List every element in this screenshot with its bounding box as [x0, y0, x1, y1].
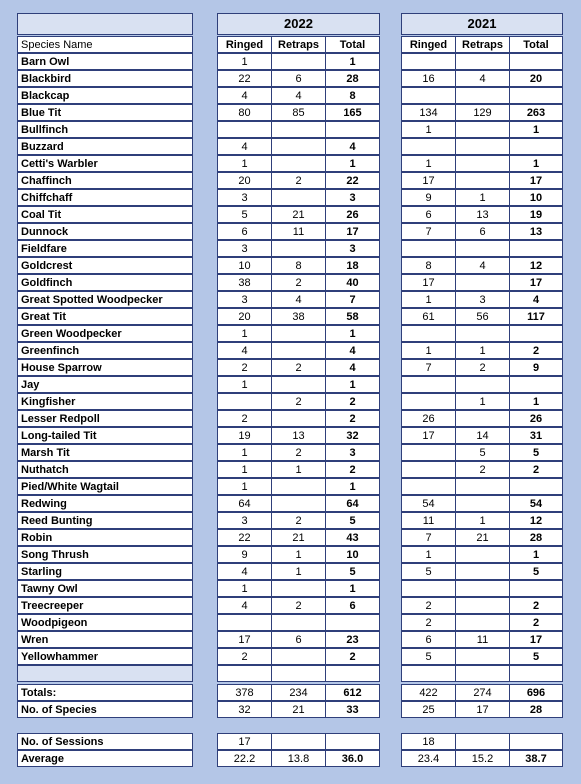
- ringed-2021-cell: 54: [401, 495, 456, 512]
- species-name-cell: Pied/White Wagtail: [17, 478, 193, 495]
- species-name-cell: No. of Species: [17, 701, 193, 718]
- retraps-2021-cell: 274: [455, 684, 510, 701]
- total-2022-cell: 33: [325, 701, 380, 718]
- ringed-2022-cell: 19: [217, 427, 272, 444]
- ringed-2021-cell: 7: [401, 359, 456, 376]
- retraps-2022-cell: 2: [271, 393, 326, 410]
- retraps-2022-cell: 2: [271, 172, 326, 189]
- total-2021-cell: 2: [509, 461, 563, 478]
- total-2021-cell: 17: [509, 274, 563, 291]
- retraps-2021-cell: 6: [455, 223, 510, 240]
- total-2021-cell: [509, 53, 563, 70]
- total-2022-cell: 17: [325, 223, 380, 240]
- ringed-2022-cell: 22.2: [217, 750, 272, 767]
- species-name-cell: Song Thrush: [17, 546, 193, 563]
- ringed-2021-cell: 25: [401, 701, 456, 718]
- ringed-2022-cell: [217, 121, 272, 138]
- ringed-2022-cell: 6: [217, 223, 272, 240]
- total-2021-cell: 5: [509, 563, 563, 580]
- spacer-cell: [17, 665, 193, 682]
- spacer-cell: [509, 665, 563, 682]
- ringed-2021-header: Ringed: [401, 36, 456, 53]
- ringed-2022-cell: 4: [217, 138, 272, 155]
- retraps-2022-cell: 21: [271, 206, 326, 223]
- total-2021-cell: 10: [509, 189, 563, 206]
- species-name-cell: Dunnock: [17, 223, 193, 240]
- retraps-2022-cell: 4: [271, 87, 326, 104]
- species-name-cell: Coal Tit: [17, 206, 193, 223]
- species-name-cell: Goldcrest: [17, 257, 193, 274]
- ringed-2022-cell: 32: [217, 701, 272, 718]
- total-2021-cell: 5: [509, 648, 563, 665]
- ringed-2021-cell: 17: [401, 274, 456, 291]
- species-name-cell: Average: [17, 750, 193, 767]
- ringed-2021-cell: [401, 240, 456, 257]
- ringed-2021-cell: 23.4: [401, 750, 456, 767]
- ringed-2021-cell: [401, 478, 456, 495]
- ringed-2021-cell: 61: [401, 308, 456, 325]
- species-name-cell: No. of Sessions: [17, 733, 193, 750]
- total-2022-cell: 1: [325, 155, 380, 172]
- retraps-2021-cell: [455, 495, 510, 512]
- ringed-2021-cell: 17: [401, 172, 456, 189]
- species-name-cell: Marsh Tit: [17, 444, 193, 461]
- spacer-cell: [271, 665, 326, 682]
- total-2022-cell: 2: [325, 648, 380, 665]
- species-name-cell: Wren: [17, 631, 193, 648]
- species-name-cell: Long-tailed Tit: [17, 427, 193, 444]
- retraps-2022-cell: [271, 342, 326, 359]
- ringed-2022-header: Ringed: [217, 36, 272, 53]
- total-2022-cell: 2: [325, 393, 380, 410]
- total-2021-cell: [509, 138, 563, 155]
- retraps-2022-cell: 6: [271, 70, 326, 87]
- total-2022-cell: 1: [325, 53, 380, 70]
- retraps-2021-cell: [455, 53, 510, 70]
- total-2022-cell: 1: [325, 478, 380, 495]
- retraps-2022-cell: 1: [271, 461, 326, 478]
- ringed-2021-cell: 5: [401, 563, 456, 580]
- total-2021-cell: 1: [509, 155, 563, 172]
- ringed-2021-cell: 18: [401, 733, 456, 750]
- ringed-2021-cell: 422: [401, 684, 456, 701]
- retraps-2022-cell: 38: [271, 308, 326, 325]
- retraps-2021-cell: 5: [455, 444, 510, 461]
- total-2021-cell: 28: [509, 701, 563, 718]
- total-2021-cell: [509, 733, 563, 750]
- total-2021-cell: 1: [509, 546, 563, 563]
- retraps-2021-cell: 14: [455, 427, 510, 444]
- ringed-2021-cell: [401, 376, 456, 393]
- retraps-2021-cell: [455, 121, 510, 138]
- species-name-cell: Totals:: [17, 684, 193, 701]
- species-name-cell: Treecreeper: [17, 597, 193, 614]
- total-2021-cell: 28: [509, 529, 563, 546]
- total-2022-cell: 3: [325, 189, 380, 206]
- retraps-2022-cell: 2: [271, 444, 326, 461]
- species-title-blank: [17, 13, 193, 35]
- retraps-2022-cell: [271, 733, 326, 750]
- ringed-2022-cell: 17: [217, 733, 272, 750]
- retraps-2022-cell: 85: [271, 104, 326, 121]
- ringed-2021-cell: 8: [401, 257, 456, 274]
- ringed-2022-cell: 2: [217, 648, 272, 665]
- species-name-cell: Reed Bunting: [17, 512, 193, 529]
- total-2022-cell: 58: [325, 308, 380, 325]
- retraps-2021-cell: [455, 87, 510, 104]
- total-2022-cell: 165: [325, 104, 380, 121]
- retraps-2021-cell: [455, 614, 510, 631]
- retraps-2022-cell: 4: [271, 291, 326, 308]
- total-2021-cell: 2: [509, 597, 563, 614]
- ringed-2022-cell: 1: [217, 580, 272, 597]
- ringed-2022-cell: 3: [217, 189, 272, 206]
- ringed-2022-cell: 9: [217, 546, 272, 563]
- total-2022-cell: 7: [325, 291, 380, 308]
- retraps-2022-cell: [271, 121, 326, 138]
- ringed-2021-cell: [401, 325, 456, 342]
- total-2022-cell: 1: [325, 325, 380, 342]
- ringed-2021-cell: 6: [401, 631, 456, 648]
- ringed-2022-cell: 4: [217, 87, 272, 104]
- species-name-cell: Lesser Redpoll: [17, 410, 193, 427]
- retraps-2021-cell: 21: [455, 529, 510, 546]
- retraps-2022-cell: [271, 478, 326, 495]
- total-2021-cell: 26: [509, 410, 563, 427]
- species-name-cell: Bullfinch: [17, 121, 193, 138]
- retraps-2022-cell: 8: [271, 257, 326, 274]
- total-2022-cell: 1: [325, 580, 380, 597]
- total-2021-header: Total: [509, 36, 563, 53]
- retraps-2021-cell: 3: [455, 291, 510, 308]
- retraps-2021-cell: [455, 580, 510, 597]
- total-2021-cell: 17: [509, 631, 563, 648]
- ringed-2021-cell: [401, 444, 456, 461]
- total-2021-cell: 263: [509, 104, 563, 121]
- retraps-2021-cell: [455, 597, 510, 614]
- ringed-2021-cell: [401, 580, 456, 597]
- ringed-2021-cell: [401, 393, 456, 410]
- retraps-2022-cell: 21: [271, 529, 326, 546]
- retraps-2021-cell: 13: [455, 206, 510, 223]
- retraps-2022-cell: 11: [271, 223, 326, 240]
- total-2021-cell: 696: [509, 684, 563, 701]
- retraps-2022-cell: [271, 155, 326, 172]
- total-2022-cell: 6: [325, 597, 380, 614]
- retraps-2021-cell: 2: [455, 359, 510, 376]
- retraps-2021-cell: [455, 563, 510, 580]
- total-2022-cell: [325, 733, 380, 750]
- retraps-2021-cell: 11: [455, 631, 510, 648]
- ringed-2021-cell: 7: [401, 529, 456, 546]
- retraps-2022-cell: 2: [271, 597, 326, 614]
- species-name-cell: Jay: [17, 376, 193, 393]
- total-2022-cell: 23: [325, 631, 380, 648]
- retraps-2022-cell: 21: [271, 701, 326, 718]
- ringed-2022-cell: 4: [217, 597, 272, 614]
- total-2021-cell: 13: [509, 223, 563, 240]
- ringed-2022-cell: 5: [217, 206, 272, 223]
- retraps-2022-cell: [271, 495, 326, 512]
- ringed-2022-cell: 1: [217, 155, 272, 172]
- ringed-2021-cell: 7: [401, 223, 456, 240]
- retraps-2021-cell: [455, 325, 510, 342]
- retraps-2021-cell: 1: [455, 393, 510, 410]
- ringed-2021-cell: 6: [401, 206, 456, 223]
- total-2021-cell: 117: [509, 308, 563, 325]
- retraps-2022-cell: [271, 138, 326, 155]
- retraps-2021-cell: 4: [455, 257, 510, 274]
- species-name-cell: Blackbird: [17, 70, 193, 87]
- ringed-2021-cell: 17: [401, 427, 456, 444]
- retraps-2021-cell: [455, 155, 510, 172]
- total-2022-cell: 5: [325, 512, 380, 529]
- total-2022-cell: 3: [325, 240, 380, 257]
- total-2021-cell: 12: [509, 512, 563, 529]
- total-2021-cell: 17: [509, 172, 563, 189]
- ringed-2022-cell: 1: [217, 53, 272, 70]
- ringed-2021-cell: 1: [401, 342, 456, 359]
- retraps-2022-cell: [271, 614, 326, 631]
- ringed-2022-cell: 17: [217, 631, 272, 648]
- ringed-2021-cell: [401, 87, 456, 104]
- retraps-2021-cell: 56: [455, 308, 510, 325]
- retraps-2021-cell: [455, 478, 510, 495]
- retraps-2021-cell: 4: [455, 70, 510, 87]
- total-2022-cell: 612: [325, 684, 380, 701]
- total-2021-cell: [509, 478, 563, 495]
- ringed-2022-cell: 3: [217, 240, 272, 257]
- ringed-2022-cell: 2: [217, 410, 272, 427]
- species-name-cell: Robin: [17, 529, 193, 546]
- retraps-2021-cell: 2: [455, 461, 510, 478]
- total-2022-cell: 40: [325, 274, 380, 291]
- species-name-cell: Chaffinch: [17, 172, 193, 189]
- retraps-2021-cell: [455, 546, 510, 563]
- total-2022-cell: 18: [325, 257, 380, 274]
- ringed-2022-cell: 3: [217, 291, 272, 308]
- ringed-2022-cell: 20: [217, 172, 272, 189]
- species-name-cell: Woodpigeon: [17, 614, 193, 631]
- retraps-2021-cell: [455, 410, 510, 427]
- retraps-2021-header: Retraps: [455, 36, 510, 53]
- total-2022-cell: 2: [325, 461, 380, 478]
- species-name-cell: Starling: [17, 563, 193, 580]
- species-name-cell: Great Spotted Woodpecker: [17, 291, 193, 308]
- total-2021-cell: 2: [509, 614, 563, 631]
- ringed-2021-cell: 9: [401, 189, 456, 206]
- retraps-2021-cell: [455, 274, 510, 291]
- total-2021-cell: 9: [509, 359, 563, 376]
- spacer-cell: [401, 665, 456, 682]
- total-2022-cell: 4: [325, 342, 380, 359]
- retraps-2022-cell: [271, 648, 326, 665]
- retraps-2022-cell: [271, 376, 326, 393]
- ringed-2022-cell: 22: [217, 70, 272, 87]
- ringed-2022-cell: 64: [217, 495, 272, 512]
- total-2021-cell: 54: [509, 495, 563, 512]
- retraps-2021-cell: [455, 172, 510, 189]
- retraps-2022-cell: [271, 240, 326, 257]
- retraps-2022-cell: 13: [271, 427, 326, 444]
- total-2022-cell: 43: [325, 529, 380, 546]
- ringed-2021-cell: 11: [401, 512, 456, 529]
- spacer-cell: [455, 665, 510, 682]
- total-2021-cell: [509, 240, 563, 257]
- total-2022-cell: 1: [325, 376, 380, 393]
- total-2022-cell: 36.0: [325, 750, 380, 767]
- ringed-2021-cell: 134: [401, 104, 456, 121]
- total-2022-cell: [325, 121, 380, 138]
- total-2022-cell: 22: [325, 172, 380, 189]
- ringed-2022-cell: 10: [217, 257, 272, 274]
- species-name-cell: Fieldfare: [17, 240, 193, 257]
- ringed-2021-cell: 1: [401, 291, 456, 308]
- species-name-cell: Blue Tit: [17, 104, 193, 121]
- retraps-2022-cell: [271, 325, 326, 342]
- ringed-2022-cell: 80: [217, 104, 272, 121]
- spacer-cell: [325, 665, 380, 682]
- species-name-cell: Nuthatch: [17, 461, 193, 478]
- total-2021-cell: 5: [509, 444, 563, 461]
- ringed-2022-cell: 3: [217, 512, 272, 529]
- ringed-2022-cell: 20: [217, 308, 272, 325]
- retraps-2021-cell: [455, 648, 510, 665]
- total-2022-header: Total: [325, 36, 380, 53]
- ringed-2022-cell: 378: [217, 684, 272, 701]
- spacer-cell: [217, 665, 272, 682]
- retraps-2021-cell: [455, 138, 510, 155]
- retraps-2021-cell: [455, 376, 510, 393]
- total-2022-cell: [325, 614, 380, 631]
- total-2021-cell: 20: [509, 70, 563, 87]
- retraps-2021-cell: 17: [455, 701, 510, 718]
- total-2021-cell: 12: [509, 257, 563, 274]
- species-name-cell: Green Woodpecker: [17, 325, 193, 342]
- total-2021-cell: [509, 580, 563, 597]
- total-2021-cell: [509, 376, 563, 393]
- total-2022-cell: 4: [325, 359, 380, 376]
- retraps-2022-cell: [271, 53, 326, 70]
- retraps-2022-cell: 13.8: [271, 750, 326, 767]
- retraps-2022-cell: 6: [271, 631, 326, 648]
- retraps-2022-cell: 234: [271, 684, 326, 701]
- ringed-2021-cell: 2: [401, 614, 456, 631]
- species-name-header: Species Name: [17, 36, 193, 53]
- total-2022-cell: 26: [325, 206, 380, 223]
- retraps-2021-cell: 1: [455, 512, 510, 529]
- year-2022-header: 2022: [217, 13, 380, 35]
- species-name-cell: Chiffchaff: [17, 189, 193, 206]
- retraps-2022-cell: [271, 580, 326, 597]
- species-name-cell: Tawny Owl: [17, 580, 193, 597]
- retraps-2022-header: Retraps: [271, 36, 326, 53]
- species-name-cell: Kingfisher: [17, 393, 193, 410]
- total-2021-cell: [509, 87, 563, 104]
- species-name-cell: Cetti's Warbler: [17, 155, 193, 172]
- ringed-2022-cell: 4: [217, 563, 272, 580]
- retraps-2021-cell: [455, 240, 510, 257]
- total-2021-cell: 38.7: [509, 750, 563, 767]
- ringed-2022-cell: [217, 614, 272, 631]
- retraps-2022-cell: 1: [271, 563, 326, 580]
- total-2021-cell: 19: [509, 206, 563, 223]
- total-2022-cell: 4: [325, 138, 380, 155]
- retraps-2022-cell: [271, 410, 326, 427]
- total-2022-cell: 10: [325, 546, 380, 563]
- ringed-2021-cell: 1: [401, 546, 456, 563]
- retraps-2021-cell: 15.2: [455, 750, 510, 767]
- species-name-cell: Goldfinch: [17, 274, 193, 291]
- total-2022-cell: 32: [325, 427, 380, 444]
- ringed-2021-cell: 2: [401, 597, 456, 614]
- species-name-cell: Great Tit: [17, 308, 193, 325]
- retraps-2022-cell: [271, 189, 326, 206]
- total-2021-cell: 31: [509, 427, 563, 444]
- retraps-2021-cell: [455, 733, 510, 750]
- total-2022-cell: 5: [325, 563, 380, 580]
- ringed-2021-cell: 16: [401, 70, 456, 87]
- retraps-2022-cell: 2: [271, 274, 326, 291]
- ringed-2022-cell: 1: [217, 444, 272, 461]
- total-2022-cell: 8: [325, 87, 380, 104]
- year-2021-header: 2021: [401, 13, 563, 35]
- ringed-2021-cell: [401, 53, 456, 70]
- total-2021-cell: 1: [509, 393, 563, 410]
- total-2021-cell: 1: [509, 121, 563, 138]
- ringed-2021-cell: 1: [401, 121, 456, 138]
- ringed-2022-cell: 1: [217, 478, 272, 495]
- ringed-2021-cell: [401, 138, 456, 155]
- total-2022-cell: 28: [325, 70, 380, 87]
- species-name-cell: Buzzard: [17, 138, 193, 155]
- ringed-2022-cell: 22: [217, 529, 272, 546]
- ringed-2021-cell: 5: [401, 648, 456, 665]
- species-name-cell: Blackcap: [17, 87, 193, 104]
- total-2021-cell: 4: [509, 291, 563, 308]
- retraps-2022-cell: 2: [271, 359, 326, 376]
- species-name-cell: Redwing: [17, 495, 193, 512]
- retraps-2022-cell: 2: [271, 512, 326, 529]
- ringed-2022-cell: 1: [217, 325, 272, 342]
- total-2021-cell: 2: [509, 342, 563, 359]
- species-name-cell: Greenfinch: [17, 342, 193, 359]
- total-2022-cell: 3: [325, 444, 380, 461]
- ringed-2022-cell: 38: [217, 274, 272, 291]
- species-name-cell: House Sparrow: [17, 359, 193, 376]
- ringed-2022-cell: 4: [217, 342, 272, 359]
- ringed-2021-cell: [401, 461, 456, 478]
- species-name-cell: Barn Owl: [17, 53, 193, 70]
- retraps-2022-cell: 1: [271, 546, 326, 563]
- ringed-2021-cell: 1: [401, 155, 456, 172]
- retraps-2021-cell: 1: [455, 342, 510, 359]
- total-2021-cell: [509, 325, 563, 342]
- ringed-2022-cell: [217, 393, 272, 410]
- species-name-cell: Yellowhammer: [17, 648, 193, 665]
- ringed-2022-cell: 1: [217, 461, 272, 478]
- retraps-2021-cell: 129: [455, 104, 510, 121]
- ringed-2022-cell: 1: [217, 376, 272, 393]
- total-2022-cell: 64: [325, 495, 380, 512]
- ringed-2022-cell: 2: [217, 359, 272, 376]
- total-2022-cell: 2: [325, 410, 380, 427]
- retraps-2021-cell: 1: [455, 189, 510, 206]
- ringed-2021-cell: 26: [401, 410, 456, 427]
